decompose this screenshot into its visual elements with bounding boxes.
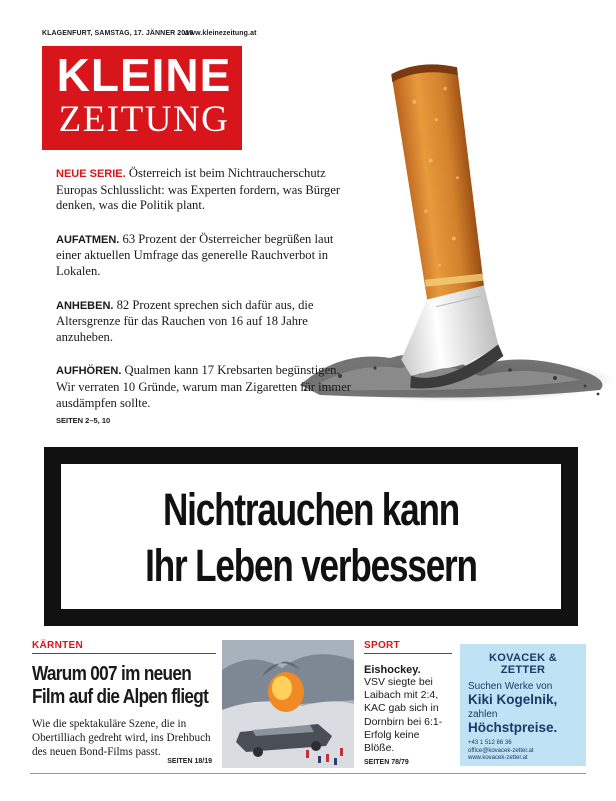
bottom-teasers <box>0 640 616 780</box>
ad-contact <box>468 740 578 763</box>
teaser-page-reference[interactable]: SEITEN 2–5, 10 <box>56 416 111 425</box>
ad-web[interactable]: www.kovacek-zetter.at <box>468 755 528 761</box>
masthead-line1: KLEINE <box>56 49 232 101</box>
dateline-url[interactable]: www.kleinezeitung.at <box>184 30 257 37</box>
main-headline-line1: Nichtrauchen kann <box>162 484 460 535</box>
teaser-text: 82 Prozent sprechen sich dafür aus, die Altersgrenze für das Rauchen von 16 auf 18 Jahre anzuheben. <box>56 297 314 344</box>
section-label-sport: SPORT <box>364 640 400 651</box>
ad-line2: zahlen <box>468 709 498 720</box>
ad-line1: Suchen Werke von <box>468 681 553 692</box>
dateline <box>42 30 257 37</box>
ad-phone[interactable]: +43 1 512 86 36 <box>468 740 512 746</box>
teaser-item[interactable] <box>56 166 356 214</box>
main-headline <box>116 482 506 594</box>
teaser-text: Österreich ist beim Nichtraucherschutz Europas Schlusslicht: was Experten fordern, was Bürger denken, was die Politik plant. <box>56 166 341 213</box>
teaser-item[interactable] <box>56 363 356 411</box>
teaser-keyword: NEUE SERIE. <box>56 168 126 180</box>
advertisement-kovacek-zetter[interactable] <box>460 644 586 766</box>
ad-email[interactable]: office@kovacek-zetter.at <box>468 747 534 754</box>
teaser-keyword: AUFATMEN. <box>56 233 120 246</box>
sport-page-reference: SEITEN 78/79 <box>364 759 409 767</box>
section-rule <box>32 653 216 654</box>
teaser-list <box>56 166 356 429</box>
teaser-text: Qualmen kann 17 Krebsarten begünstigen. Wir verraten 10 Gründe, warum man Zigaretten für immer ausdämpfen sollte. <box>56 363 351 410</box>
section-rule <box>364 653 452 654</box>
teaser-item[interactable] <box>56 298 356 346</box>
footer-rule <box>30 773 586 774</box>
kaernten-teaser[interactable] <box>32 640 216 765</box>
masthead-line2: ZEITUNG <box>58 99 230 140</box>
ad-company: KOVACEK & ZETTER <box>489 652 557 676</box>
main-headline-inner <box>61 464 561 609</box>
teaser-keyword: AUFHÖREN. <box>56 365 122 378</box>
teaser-text: 63 Prozent der Österreicher begrüßen laut einer aktuellen Umfrage das generelle Rauchverbot in Lokalen. <box>56 231 334 278</box>
sport-heading: Eishockey. <box>364 664 421 676</box>
bond-film-photo[interactable] <box>222 640 354 768</box>
ad-slogan: Höchstpreise. <box>468 720 558 735</box>
teaser-item[interactable] <box>56 232 356 280</box>
section-label-kaernten: KÄRNTEN <box>32 640 83 651</box>
kaernten-page-reference: SEITEN 18/19 <box>167 758 212 765</box>
ad-name: Kiki Kogelnik, <box>468 692 558 707</box>
dateline-date: KLAGENFURT, SAMSTAG, 17. JÄNNER 2015 <box>42 30 194 37</box>
teaser-keyword: ANHEBEN. <box>56 299 114 312</box>
main-headline-box[interactable] <box>44 447 578 626</box>
main-headline-line2: Ihr Leben verbessern <box>145 540 477 591</box>
masthead-logo[interactable] <box>42 46 242 150</box>
kaernten-title: Warum 007 im neuen Film auf die Alpen fliegt <box>32 663 209 708</box>
sport-text: VSV siegte bei Laibach mit 2:4, KAC gab sich in Dornbirn bei 6:1-Erfolg keine Blöße. <box>364 676 443 755</box>
sport-teaser[interactable] <box>364 640 452 766</box>
kaernten-text: Wie die spektakuläre Szene, die in Obertilliach gedreht wird, ins Drehbuch des neuen Bond-Films passt. <box>32 718 211 758</box>
